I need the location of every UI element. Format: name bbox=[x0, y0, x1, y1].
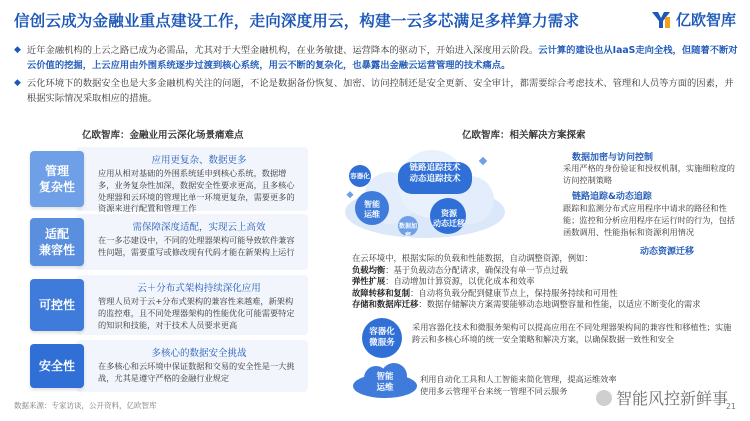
pain-point-heading: 多核心的数据安全挑战 bbox=[151, 348, 247, 359]
pain-point-box bbox=[76, 275, 308, 335]
pain-point-heading: 应用更复杂、数据更多 bbox=[151, 155, 247, 166]
left-panel-title: 亿欧智库：金融业用云深化场景痛难点 bbox=[82, 130, 244, 141]
brand-logo bbox=[650, 8, 736, 30]
bullet-text: 近年金融机构的上云之路已成为必需品，尤其对于大型金融机构，在业务敏捷、运营降本的驱动下，开始进入深度用云阶段。 bbox=[26, 45, 539, 56]
pain-point-tag: 安全性 bbox=[30, 344, 84, 388]
migration-item: 故障转移和复制：自动将负载分配到健康节点上，保持服务持续和可用性 bbox=[352, 287, 618, 298]
bullet-text: 云化环境下的数据安全也是大多金融机构关注的问题，不论是数据备份恢复、加密、访问控制还是安全更新、安全审计，都需要综合考虑技术、管理和人员等方面的因素，并根据实际情况采取相应的措施。 bbox=[26, 78, 734, 104]
pain-point-desc: 管理人员对于云+分布式架构的兼容性来越难，新架构的监控难，且不同处理器架构的性能优化可能需要特定的知识和技能，对于技术人员要求更高 bbox=[98, 296, 295, 330]
pain-point-heading: 云＋分布式架构持续深化应用 bbox=[137, 283, 261, 294]
migration-item: 存储和数据库迁移：数据存储解决方案需要能够动态地调整容量和性能，以适应不断变化的需求 bbox=[352, 299, 701, 310]
cloud-main-label: 链路追踪技术 动态追踪技术 bbox=[409, 163, 461, 184]
bullet-item bbox=[14, 76, 740, 106]
pain-point-heading: 需保障深度适配，实现云上高效 bbox=[132, 222, 266, 233]
container-badge: 容器化 微服务 bbox=[362, 318, 402, 358]
solution-desc: 采用严格的身份验证和授权机制，实施细粒度的访问控制策略 bbox=[563, 163, 735, 185]
badge-desc: 利用自动化工具和人工智能来简化管理，提高运维效率 使用多云管理平台来统一管理不同云服务 bbox=[420, 374, 617, 396]
pain-point-box bbox=[76, 147, 308, 214]
pain-point-tag: 管理 复杂性 bbox=[30, 151, 84, 207]
page-number: 21 bbox=[725, 402, 736, 411]
source-note: 数据来源：专家访谈，公开资料，亿欧智库 bbox=[14, 401, 157, 410]
badge-desc: 采用容器化技术和微服务架构可以提高应用在不同处理器架构间的兼容性和移植性；实施跨云和多核心环境的统一安全策略和解决方案，以确保数据一致性和安全 bbox=[412, 322, 732, 344]
pain-point-row bbox=[22, 214, 308, 270]
logo-icon bbox=[650, 8, 672, 30]
migration-intro: 在云环境中，根据实际的负载和性能数据，自动调整资源，例如： bbox=[352, 253, 593, 263]
cloud-small-label: 容器化 bbox=[350, 172, 370, 180]
pain-point-row bbox=[22, 340, 308, 392]
cloud-illustration bbox=[340, 140, 510, 245]
bullet-item bbox=[14, 43, 740, 73]
solution-label: 数据加密与访问控制 bbox=[572, 153, 654, 163]
page-title: 信创云成为金融业重点建设工作，走向深度用云，构建一云多芯满足多样算力需求 bbox=[14, 12, 580, 30]
migration-item: 负载均衡：基于负载动态分配请求，确保没有单一节点过载 bbox=[352, 264, 568, 275]
pain-point-desc: 应用从相对基础的外围系统延申到核心系统，数据增多，业务复杂性加深，数据安全性要求更高，且多核心处理器和云环境的管理比单一环境更复杂，需要更多的资源来进行配置和管理工作 bbox=[98, 168, 295, 214]
bullet-highlight: 云计算的建设也从IaaS走向全栈，但随着不断对云价值的挖掘，上云应用由外围系统逐步过渡到核心系统，用云不断的复杂化，也暴露出金融云运营管理的技术痛点。 bbox=[26, 45, 738, 71]
solution-label: 动态资源迁移 bbox=[640, 247, 695, 257]
logo-text: 亿欧智库 bbox=[675, 10, 736, 29]
bullet-dot-icon: ◆ bbox=[14, 45, 21, 55]
watermark: 智能风控新鲜事 bbox=[596, 386, 728, 409]
solution-label: 链路追踪&动态追踪 bbox=[572, 192, 652, 202]
pain-point-box bbox=[76, 214, 308, 270]
pain-point-row bbox=[22, 147, 308, 214]
pain-point-tag: 适配 兼容性 bbox=[30, 218, 84, 266]
intro-bullets bbox=[14, 43, 740, 109]
ops-badge: 智能 运维 bbox=[376, 372, 394, 393]
pain-point-desc: 在一多芯建设中，不同的处理器架构可能导致软件兼容性问题，需要重写或修改现有代码才能在新架构上运行 bbox=[98, 235, 295, 257]
right-panel-title: 亿欧智库：相关解决方案探索 bbox=[462, 130, 586, 141]
wechat-icon bbox=[596, 390, 612, 406]
resource-migration-block bbox=[352, 253, 742, 311]
cloud-small-label: 数据加密 bbox=[398, 223, 417, 239]
solution-desc: 跟踪和监测分布式应用程序中请求的路径和性能；监控和分析应用程序在运行时的行为，包括函数调用、性能指标和资源利用情况 bbox=[563, 203, 735, 237]
cloud-left-label: 智能 运维 bbox=[364, 200, 380, 219]
migration-item: 弹性扩展：自动增加计算资源，以优化成本和效率 bbox=[352, 276, 535, 287]
cloud-mid-label: 资源 动态迁移 bbox=[433, 209, 465, 228]
pain-point-row bbox=[22, 275, 308, 335]
bullet-dot-icon: ◆ bbox=[14, 78, 21, 88]
pain-point-desc: 在多核心和云环境中保证数据和交易的安全性是一大挑战，尤其是遵守严格的金融行业规定 bbox=[98, 361, 295, 383]
pain-point-tag: 可控性 bbox=[30, 279, 84, 331]
pain-point-box bbox=[76, 340, 308, 392]
